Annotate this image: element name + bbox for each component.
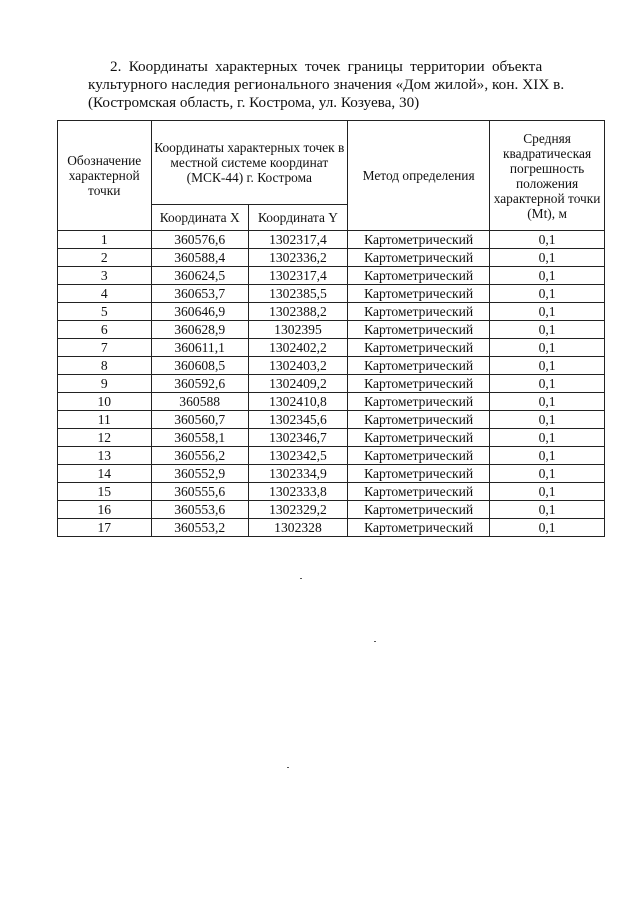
- cell-point-number: 5: [58, 303, 152, 321]
- cell-point-number: 17: [58, 519, 152, 537]
- header-point: Обозначение характерной точки: [58, 121, 152, 231]
- table-row: [58, 339, 605, 357]
- scan-speck: [287, 767, 289, 768]
- cell-coord-x: 360576,6: [151, 231, 248, 249]
- cell-method: Картометрический: [348, 465, 490, 483]
- cell-point-number: 11: [58, 411, 152, 429]
- cell-method: Картометрический: [348, 447, 490, 465]
- table-row: [58, 303, 605, 321]
- cell-method: Картометрический: [348, 519, 490, 537]
- cell-method: Картометрический: [348, 285, 490, 303]
- table-header: [58, 121, 605, 231]
- scan-speck: [374, 641, 376, 642]
- cell-point-number: 8: [58, 357, 152, 375]
- header-coord-y: Координата Y: [248, 205, 347, 231]
- cell-point-number: 14: [58, 465, 152, 483]
- table-row: [58, 321, 605, 339]
- table-row: [58, 285, 605, 303]
- cell-coord-y: 1302402,2: [248, 339, 347, 357]
- cell-coord-y: 1302329,2: [248, 501, 347, 519]
- cell-coord-y: 1302334,9: [248, 465, 347, 483]
- scan-speck: [300, 578, 302, 579]
- cell-error: 0,1: [490, 321, 605, 339]
- cell-method: Картометрический: [348, 267, 490, 285]
- cell-method: Картометрический: [348, 483, 490, 501]
- cell-point-number: 4: [58, 285, 152, 303]
- cell-coord-x: 360592,6: [151, 375, 248, 393]
- cell-coord-y: 1302346,7: [248, 429, 347, 447]
- cell-point-number: 1: [58, 231, 152, 249]
- cell-error: 0,1: [490, 375, 605, 393]
- cell-coord-x: 360611,1: [151, 339, 248, 357]
- cell-method: Картометрический: [348, 231, 490, 249]
- cell-coord-x: 360653,7: [151, 285, 248, 303]
- cell-method: Картометрический: [348, 375, 490, 393]
- cell-coord-y: 1302388,2: [248, 303, 347, 321]
- cell-error: 0,1: [490, 429, 605, 447]
- cell-coord-x: 360558,1: [151, 429, 248, 447]
- cell-coord-x: 360646,9: [151, 303, 248, 321]
- cell-error: 0,1: [490, 357, 605, 375]
- cell-method: Картометрический: [348, 411, 490, 429]
- cell-coord-y: 1302328: [248, 519, 347, 537]
- cell-point-number: 12: [58, 429, 152, 447]
- cell-point-number: 9: [58, 375, 152, 393]
- cell-point-number: 6: [58, 321, 152, 339]
- cell-error: 0,1: [490, 465, 605, 483]
- table-row: [58, 429, 605, 447]
- cell-coord-x: 360560,7: [151, 411, 248, 429]
- cell-error: 0,1: [490, 249, 605, 267]
- cell-method: Картометрический: [348, 429, 490, 447]
- cell-method: Картометрический: [348, 393, 490, 411]
- cell-point-number: 15: [58, 483, 152, 501]
- cell-method: Картометрический: [348, 249, 490, 267]
- cell-point-number: 10: [58, 393, 152, 411]
- cell-error: 0,1: [490, 393, 605, 411]
- table-row: [58, 375, 605, 393]
- cell-point-number: 3: [58, 267, 152, 285]
- cell-coord-y: 1302336,2: [248, 249, 347, 267]
- coordinates-table: [57, 120, 605, 537]
- cell-coord-y: 1302409,2: [248, 375, 347, 393]
- cell-error: 0,1: [490, 231, 605, 249]
- section-heading: [88, 58, 588, 112]
- cell-error: 0,1: [490, 285, 605, 303]
- table-row: [58, 249, 605, 267]
- cell-error: 0,1: [490, 411, 605, 429]
- cell-coord-x: 360556,2: [151, 447, 248, 465]
- cell-point-number: 7: [58, 339, 152, 357]
- cell-error: 0,1: [490, 267, 605, 285]
- cell-coord-y: 1302345,6: [248, 411, 347, 429]
- cell-coord-x: 360553,2: [151, 519, 248, 537]
- cell-point-number: 16: [58, 501, 152, 519]
- table-row: [58, 393, 605, 411]
- cell-coord-y: 1302403,2: [248, 357, 347, 375]
- cell-coord-x: 360624,5: [151, 267, 248, 285]
- cell-method: Картометрический: [348, 501, 490, 519]
- cell-point-number: 2: [58, 249, 152, 267]
- cell-coord-x: 360553,6: [151, 501, 248, 519]
- table-row: [58, 411, 605, 429]
- table-row: [58, 519, 605, 537]
- cell-method: Картометрический: [348, 357, 490, 375]
- cell-error: 0,1: [490, 501, 605, 519]
- header-coords-group: Координаты характерных точек в местной системе координат (МСК-44) г. Кострома: [151, 121, 348, 205]
- cell-coord-x: 360555,6: [151, 483, 248, 501]
- cell-error: 0,1: [490, 303, 605, 321]
- cell-coord-y: 1302333,8: [248, 483, 347, 501]
- cell-coord-y: 1302317,4: [248, 267, 347, 285]
- table-row: [58, 447, 605, 465]
- cell-error: 0,1: [490, 483, 605, 501]
- header-method: Метод определения: [348, 121, 490, 231]
- cell-coord-y: 1302410,8: [248, 393, 347, 411]
- cell-point-number: 13: [58, 447, 152, 465]
- table-row: [58, 231, 605, 249]
- table-row: [58, 483, 605, 501]
- cell-error: 0,1: [490, 339, 605, 357]
- cell-error: 0,1: [490, 519, 605, 537]
- table-row: [58, 357, 605, 375]
- cell-coord-y: 1302395: [248, 321, 347, 339]
- table-body: [58, 231, 605, 537]
- header-coord-x: Координата X: [151, 205, 248, 231]
- cell-coord-y: 1302342,5: [248, 447, 347, 465]
- cell-coord-y: 1302385,5: [248, 285, 347, 303]
- header-error: Средняя квадратическая погрешность положения характерной точки (Mt), м: [490, 121, 605, 231]
- heading-line-3: (Костромская область, г. Кострома, ул. Козуева, 30): [88, 94, 420, 111]
- table-row: [58, 267, 605, 285]
- cell-coord-x: 360588,4: [151, 249, 248, 267]
- cell-coord-x: 360628,9: [151, 321, 248, 339]
- table-row: [58, 501, 605, 519]
- heading-line-1: 2. Координаты характерных точек границы территории объекта: [110, 58, 543, 75]
- table-row: [58, 465, 605, 483]
- cell-method: Картометрический: [348, 303, 490, 321]
- cell-method: Картометрический: [348, 339, 490, 357]
- heading-line-2: культурного наследия регионального значения «Дом жилой», кон. XIX в.: [88, 76, 565, 93]
- cell-method: Картометрический: [348, 321, 490, 339]
- cell-coord-x: 360608,5: [151, 357, 248, 375]
- cell-coord-x: 360588: [151, 393, 248, 411]
- cell-error: 0,1: [490, 447, 605, 465]
- cell-coord-x: 360552,9: [151, 465, 248, 483]
- cell-coord-y: 1302317,4: [248, 231, 347, 249]
